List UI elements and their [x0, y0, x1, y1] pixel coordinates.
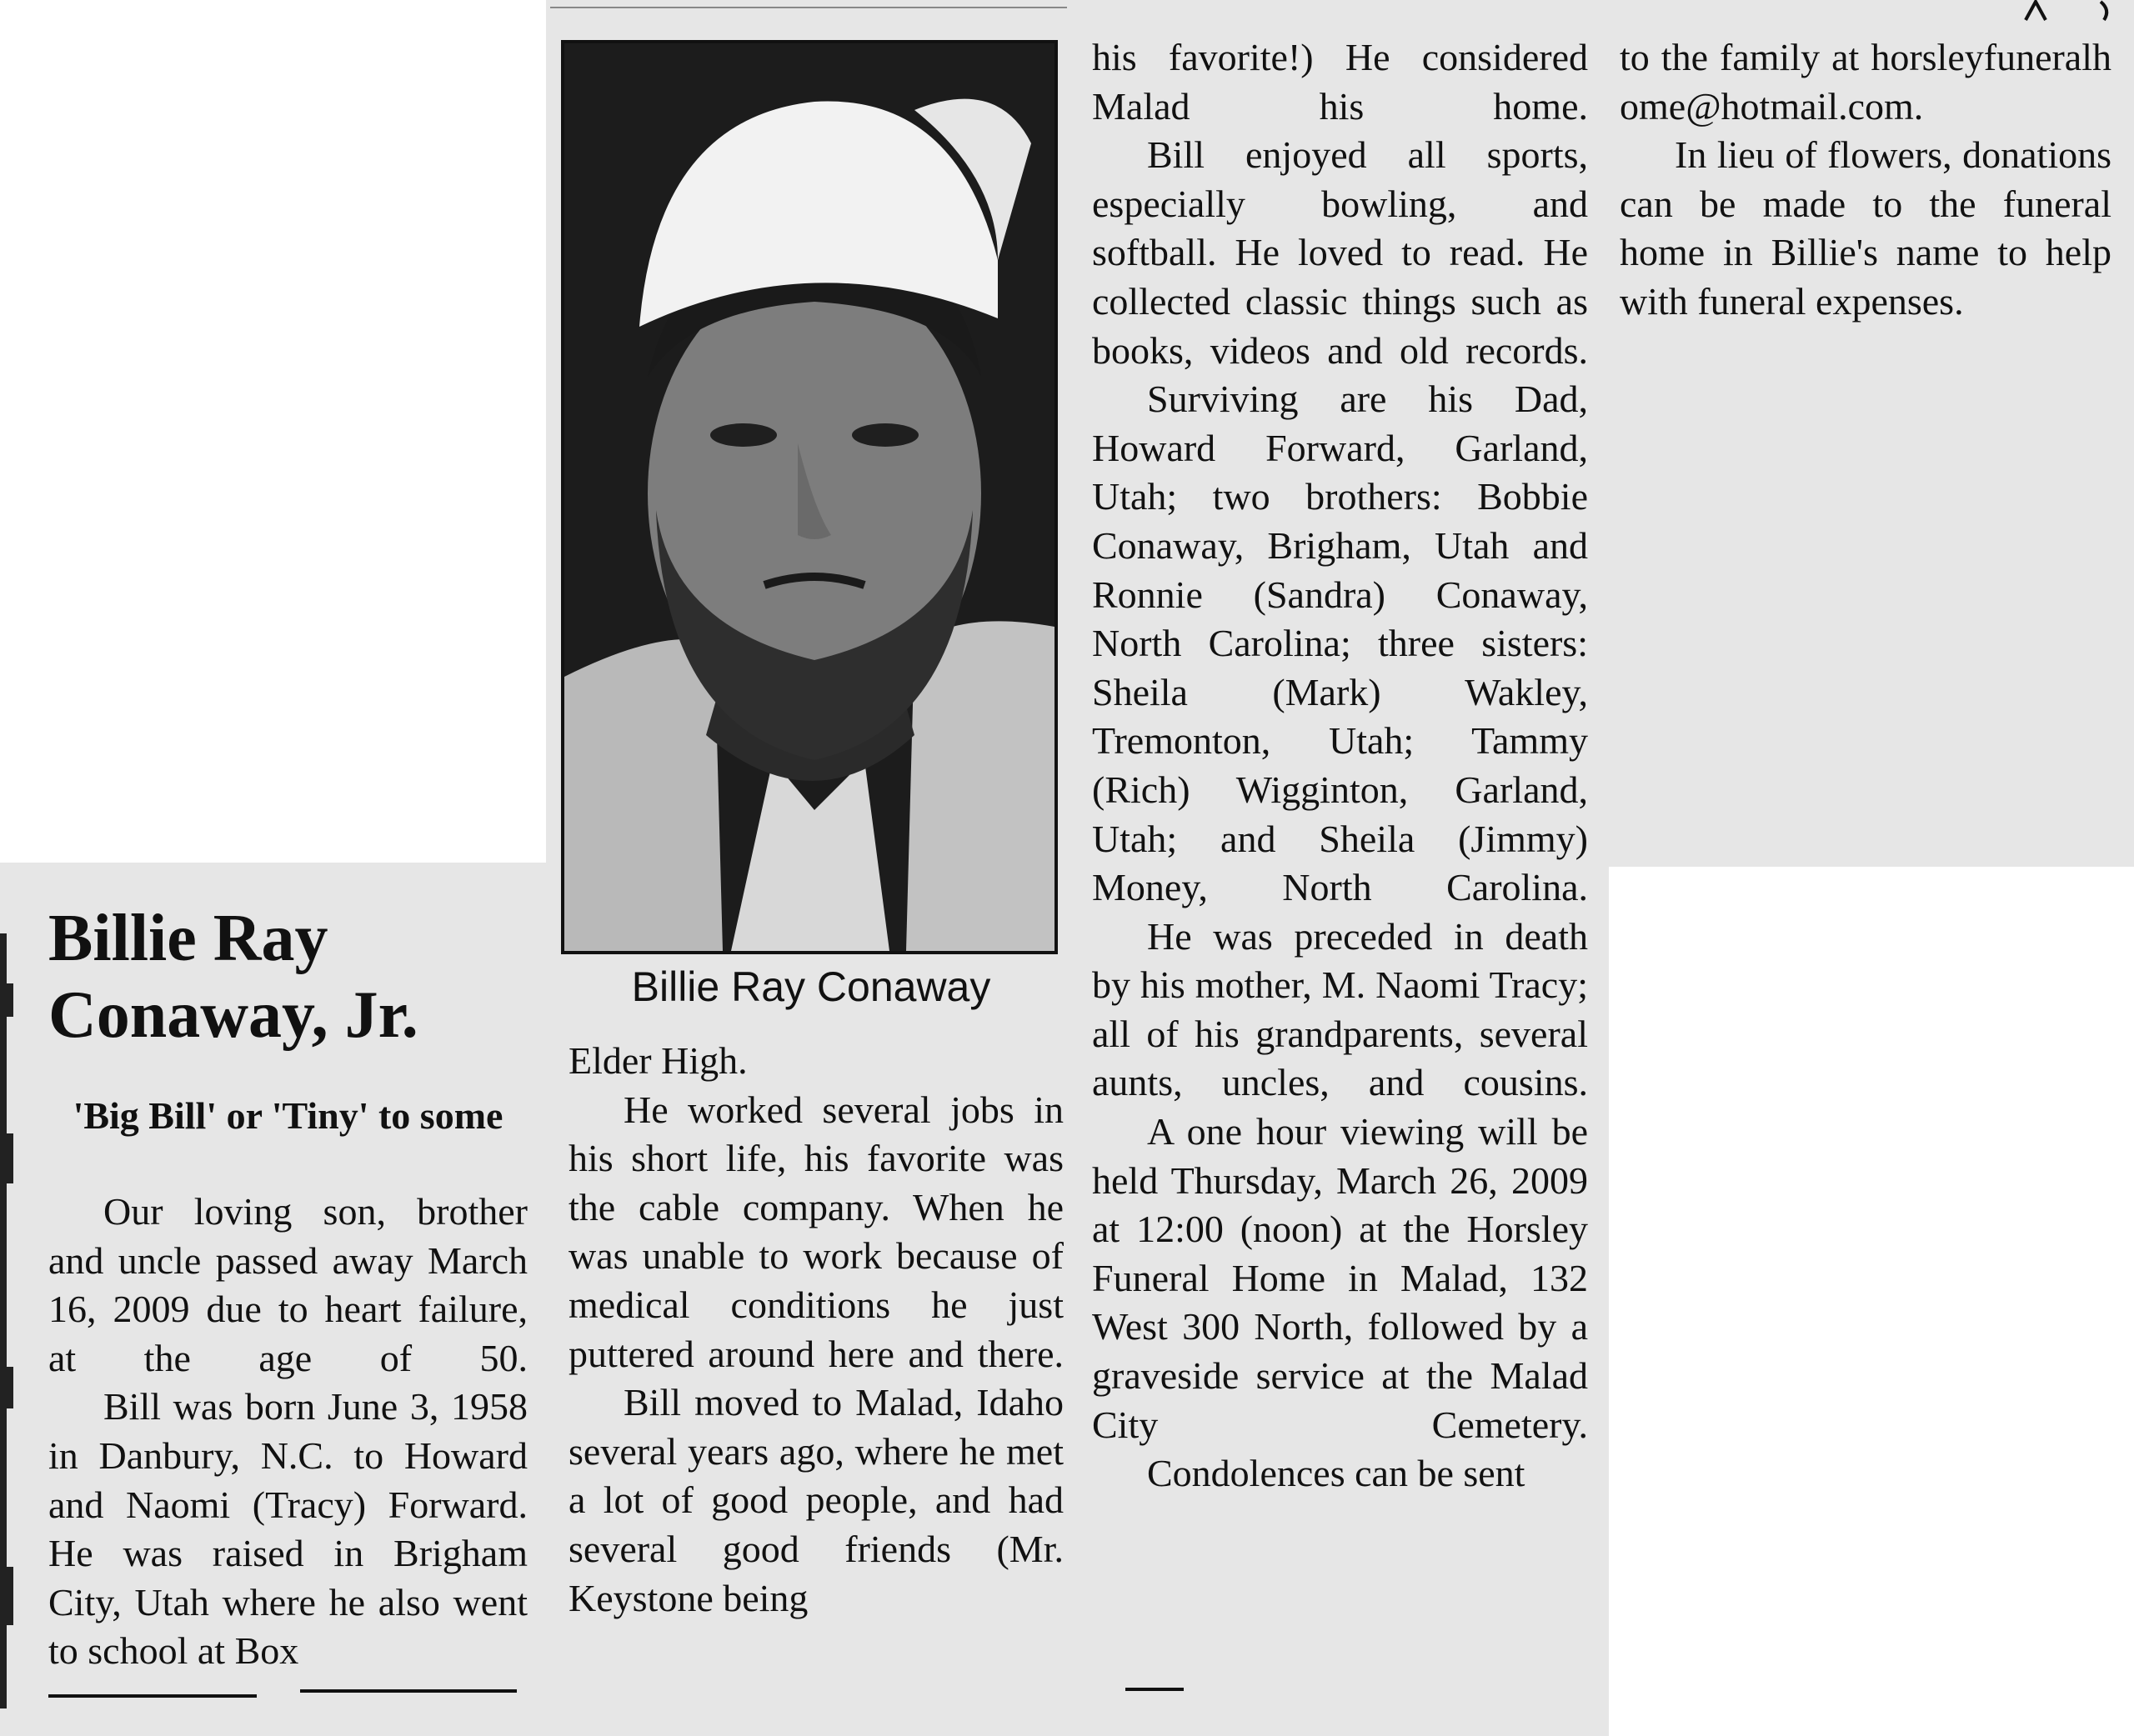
scan-edge-marks: [0, 933, 17, 1708]
corner-mark: [2017, 0, 2117, 22]
photo-caption: Billie Ray Conaway: [631, 963, 991, 1010]
obituary-headline: Billie Ray Conaway, Jr.: [48, 902, 418, 1052]
paragraph: to the family at horsleyfuneralhome@hotmail.com.: [1620, 36, 2111, 128]
column-rule: [1125, 1688, 1184, 1691]
paragraph: Bill moved to Malad, Idaho several years ago, where he met a lot of good people, and had several good friends (Mr. Keystone being: [569, 1381, 1064, 1619]
paragraph: Condolences can be sent: [1147, 1452, 1525, 1495]
column-rule: [48, 1694, 257, 1698]
text-column-1: [48, 1188, 528, 1676]
paragraph: Surviving are his Dad, Howard Forward, Garland, Utah; two brothers: Bobbie Conaway, Brigham, Utah and Ronnie (Sandra) Conaway, North Carolina; three sisters: Sheila (Mark) Wakley, Tremonton, Utah; Tammy (Rich) Wigginton, Garland, Utah; and Sheila (Jimmy) Money, North Carolina.: [1092, 378, 1588, 909]
text-column-4: [1620, 33, 2111, 327]
column-rule: [550, 7, 1067, 8]
paragraph: He was preceded in death by his mother, M. Naomi Tracy; all of his grandparents, several aunts, uncles, and cousins.: [1092, 914, 1588, 1104]
text-column-3: [1092, 33, 1588, 1498]
paragraph: A one hour viewing will be held Thursday, March 26, 2009 at 12:00 (noon) at the Horsley Funeral Home in Malad, 132 West 300 North, followed by a graveside service at the Malad City Cemetery.: [1092, 1110, 1588, 1446]
paragraph: In lieu of flowers, donations can be made to the funeral home in Billie's name to help with funeral expenses.: [1620, 133, 2111, 323]
obituary-subhead: 'Big Bill' or 'Tiny' to some: [73, 1094, 503, 1137]
portrait-illustration: [564, 43, 1054, 951]
portrait-photo: [561, 40, 1058, 954]
paragraph: Elder High.: [569, 1039, 748, 1082]
paragraph: his favorite!) He considered Malad his home.: [1092, 36, 1588, 128]
column-rule: [300, 1689, 517, 1693]
paragraph: Our loving son, brother and uncle passed away March 16, 2009 due to heart failure, at the age of 50.: [48, 1190, 528, 1379]
paragraph: Bill was born June 3, 1958 in Danbury, N.C. to Howard and Naomi (Tracy) Forward. He was raised in Brigham City, Utah where he also went to school at Box: [48, 1385, 528, 1673]
text-column-2: [569, 1037, 1064, 1623]
paragraph: Bill enjoyed all sports, especially bowling, and softball. He loved to read. He collected classic things such as books, videos and old records.: [1092, 133, 1588, 372]
paragraph: He worked several jobs in his short life, his favorite was the cable company. When he was unable to work because of medical conditions he just puttered around here and there.: [569, 1088, 1064, 1375]
